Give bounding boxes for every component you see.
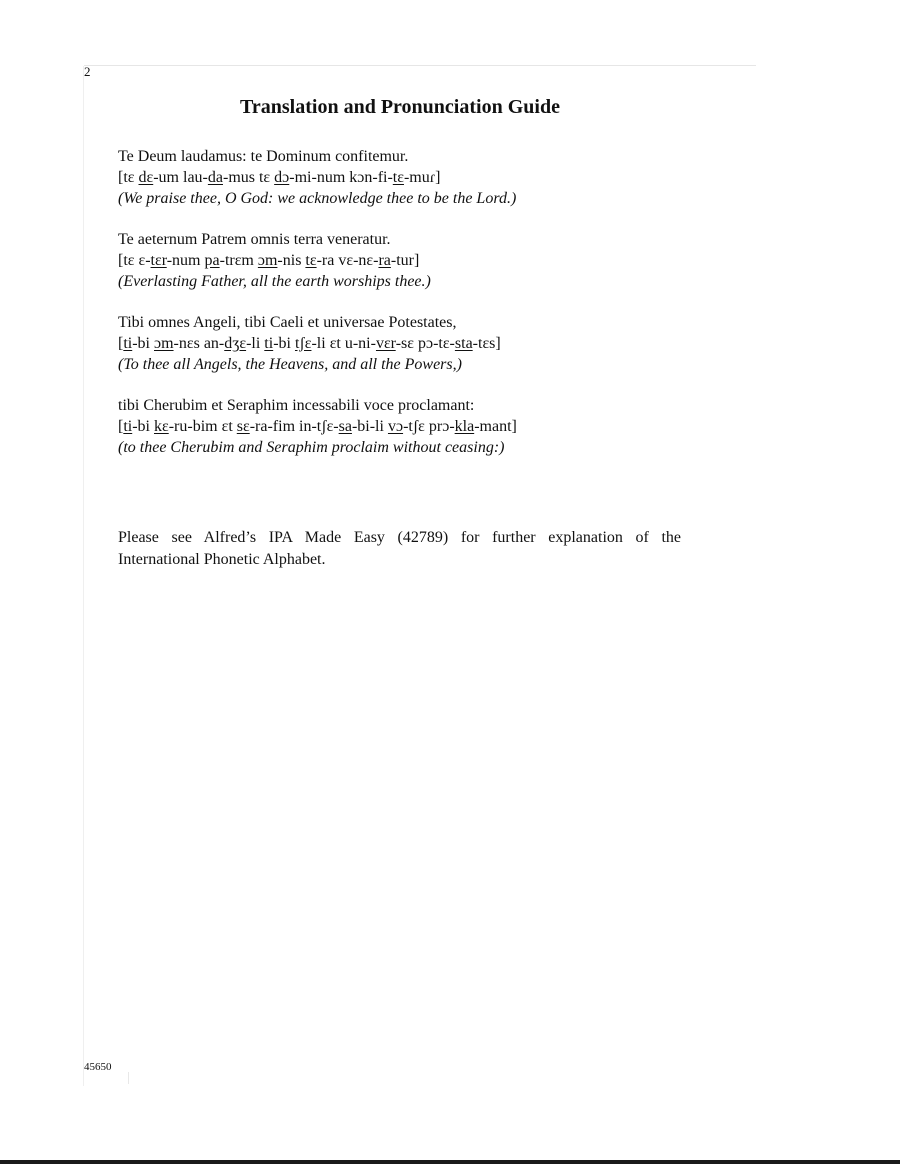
syllable-text: [ — [118, 335, 124, 352]
syllable-text: [tɛ ɛ- — [118, 252, 151, 269]
syllable-text: -mi-num kɔn-fi- — [289, 169, 393, 186]
syllable-text: -ra vɛ-nɛ- — [316, 252, 379, 269]
ipa-pronunciation — [118, 167, 718, 188]
stressed-syllable: tɛ — [392, 169, 404, 186]
syllable-text: -sɛ pɔ-tɛ- — [395, 335, 455, 352]
syllable-text: -num — [166, 252, 205, 269]
verse-block — [118, 229, 718, 292]
stressed-syllable: ti — [264, 335, 274, 352]
syllable-text: -bi — [273, 335, 295, 352]
syllable-text: -mus tɛ — [222, 169, 275, 186]
stressed-syllable: sɛ — [236, 418, 250, 435]
page-top-rule — [84, 65, 756, 66]
stressed-syllable: ti — [123, 335, 133, 352]
latin-text: Te aeternum Patrem omnis terra veneratur. — [118, 231, 391, 248]
margin-tick — [128, 1072, 129, 1084]
syllable-text: -ru-bim ɛt — [168, 418, 237, 435]
stressed-syllable: ti — [123, 418, 133, 435]
syllable-text: -ra-fim in-tʃɛ- — [249, 418, 339, 435]
syllable-text: -nis — [277, 252, 306, 269]
ipa-reference-note — [118, 527, 681, 571]
stressed-syllable: sa — [338, 418, 352, 435]
english-translation: (to thee Cherubim and Seraphim proclaim without ceasing:) — [118, 439, 505, 456]
catalog-number: 45650 — [84, 1061, 112, 1073]
verse-list — [118, 146, 718, 478]
stressed-syllable: dʒɛ — [224, 335, 247, 352]
verse-block — [118, 312, 718, 375]
ipa-pronunciation — [118, 250, 718, 271]
syllable-text: -trɛm — [219, 252, 258, 269]
stressed-syllable: tʃɛ — [294, 335, 312, 352]
stressed-syllable: vɔ — [387, 418, 404, 435]
stressed-syllable: ra — [378, 252, 391, 269]
syllable-text: -bi — [132, 335, 154, 352]
latin-text: Te Deum laudamus: te Dominum confitemur. — [118, 148, 409, 165]
stressed-syllable: kla — [454, 418, 475, 435]
page-bottom-edge — [0, 1160, 900, 1164]
syllable-text: -li ɛt u-ni- — [311, 335, 376, 352]
syllable-text: [tɛ — [118, 169, 139, 186]
page-left-rule — [83, 66, 84, 1086]
page-number: 2 — [84, 64, 91, 79]
syllable-text: -bi-li — [351, 418, 388, 435]
verse-block — [118, 146, 718, 209]
stressed-syllable: ɔm — [257, 252, 278, 269]
english-translation: (We praise thee, O God: we acknowledge thee to be the Lord.) — [118, 190, 517, 207]
stressed-syllable: pa — [204, 252, 220, 269]
syllable-text: -tur] — [390, 252, 420, 269]
syllable-text: -bi — [132, 418, 154, 435]
syllable-text: -um lau- — [153, 169, 208, 186]
stressed-syllable: ɔm — [154, 335, 174, 352]
syllable-text: -mant] — [474, 418, 517, 435]
page-title: Translation and Pronunciation Guide — [240, 96, 560, 118]
english-translation: (To thee all Angels, the Heavens, and all the Powers,) — [118, 356, 462, 373]
note-line: International Phonetic Alphabet. — [118, 551, 326, 568]
syllable-text: -nɛs an- — [173, 335, 225, 352]
stressed-syllable: dɔ — [274, 169, 290, 186]
stressed-syllable: tɛr — [150, 252, 167, 269]
ipa-pronunciation — [118, 333, 718, 354]
latin-text: Tibi omnes Angeli, tibi Caeli et universae Potestates, — [118, 314, 457, 331]
latin-text: tibi Cherubim et Seraphim incessabili voce proclamant: — [118, 397, 475, 414]
stressed-syllable: sta — [454, 335, 473, 352]
syllable-text: -tʃɛ prɔ- — [403, 418, 455, 435]
syllable-text: [ — [118, 418, 124, 435]
english-translation: (Everlasting Father, all the earth worships thee.) — [118, 273, 431, 290]
stressed-syllable: tɛ — [305, 252, 317, 269]
stressed-syllable: dɛ — [138, 169, 154, 186]
verse-block — [118, 395, 718, 458]
note-line: Please see Alfred’s IPA Made Easy (42789) for further explanation of the — [118, 529, 681, 546]
stressed-syllable: da — [207, 169, 223, 186]
ipa-pronunciation — [118, 416, 718, 437]
stressed-syllable: kɛ — [154, 418, 169, 435]
syllable-text: -li — [246, 335, 265, 352]
stressed-syllable: vɛr — [375, 335, 396, 352]
syllable-text: -tɛs] — [472, 335, 501, 352]
syllable-text: -muɾ] — [403, 169, 441, 186]
